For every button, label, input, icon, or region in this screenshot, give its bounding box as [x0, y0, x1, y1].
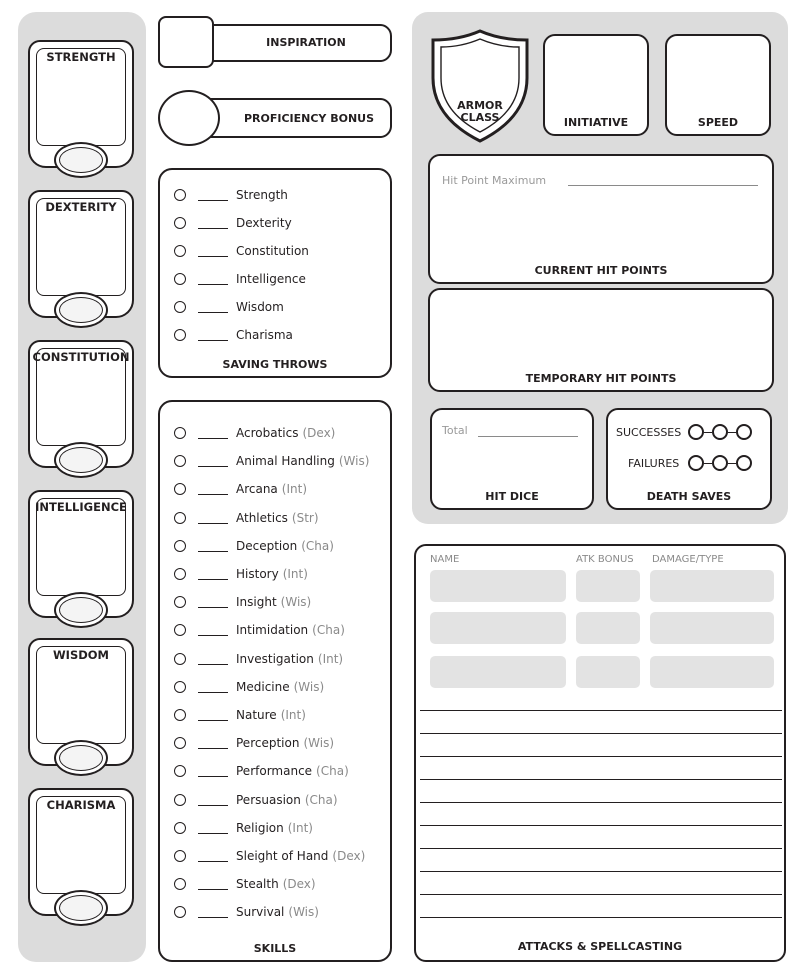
attack-bonus-cell[interactable]: [576, 612, 640, 644]
bonus-blank[interactable]: [198, 794, 228, 806]
saving-throw-row[interactable]: [174, 298, 284, 316]
skill-ability: (Cha): [304, 792, 338, 807]
skill-ability: (Dex): [332, 849, 366, 863]
bonus-blank[interactable]: [198, 512, 228, 524]
hit-dice-total-label: Total: [442, 424, 468, 437]
ability-modifier-oval[interactable]: [54, 740, 108, 776]
saving-throw-name: Strength: [236, 188, 288, 202]
skill-name: Investigation: [236, 651, 314, 666]
armor-class-label: ARMOR CLASS: [457, 99, 503, 124]
skills-box: [158, 400, 392, 962]
skill-name: Arcana: [236, 482, 278, 497]
note-line: [420, 733, 782, 734]
ability-label: INTELLIGENCE: [35, 500, 127, 514]
ability-label: CHARISMA: [46, 798, 116, 812]
proficiency-circle[interactable]: [174, 217, 186, 229]
saving-throw-row[interactable]: [174, 214, 292, 232]
bonus-blank[interactable]: [198, 906, 228, 918]
bonus-blank[interactable]: [198, 540, 228, 552]
save-connector: [704, 432, 712, 433]
skill-row[interactable]: [174, 650, 343, 668]
skill-ability: (Int): [280, 708, 306, 722]
proficiency-circle[interactable]: [174, 737, 186, 749]
skill-name: Nature: [236, 708, 277, 722]
skill-row[interactable]: [174, 791, 338, 809]
armor-class-shield-icon[interactable]: [428, 28, 532, 144]
skill-row[interactable]: [174, 706, 306, 724]
proficiency-circle[interactable]: [174, 794, 186, 806]
bonus-blank[interactable]: [198, 878, 228, 890]
skill-row[interactable]: [174, 537, 334, 555]
current-hp-label: CURRENT HIT POINTS: [534, 264, 668, 277]
proficiency-circle[interactable]: [174, 681, 186, 693]
proficiency-circle[interactable]: [174, 653, 186, 665]
skill-name: Animal Handling: [236, 454, 335, 469]
skill-row[interactable]: [174, 847, 365, 865]
skill-name: Stealth: [236, 877, 279, 892]
ability-label: WISDOM: [52, 648, 109, 662]
skill-row[interactable]: [174, 819, 313, 837]
inspiration-box[interactable]: [158, 16, 214, 68]
bonus-blank[interactable]: [198, 653, 228, 665]
success-check-2[interactable]: [712, 424, 728, 440]
proficiency-circle[interactable]: [174, 512, 186, 524]
skill-row[interactable]: [174, 903, 319, 921]
ability-intelligence[interactable]: [24, 488, 138, 630]
save-connector: [728, 432, 736, 433]
skill-ability: (Str): [291, 510, 319, 525]
save-connector: [704, 463, 712, 464]
skill-ability: (Wis): [288, 905, 319, 920]
proficiency-label: PROFICIENCY BONUS: [243, 112, 375, 125]
saving-throw-name: Wisdom: [236, 300, 284, 314]
skill-name: Intimidation: [236, 623, 309, 638]
skill-row[interactable]: [174, 593, 311, 611]
note-line: [420, 848, 782, 849]
proficiency-circle[interactable]: [174, 483, 186, 495]
bonus-blank[interactable]: [198, 596, 228, 608]
skill-name: Survival: [236, 905, 285, 920]
attack-name-cell[interactable]: [430, 570, 566, 602]
skill-name: History: [236, 567, 279, 581]
death-saves-label: DEATH SAVES: [646, 490, 732, 503]
initiative-box[interactable]: [543, 34, 649, 136]
bonus-blank[interactable]: [198, 709, 228, 721]
note-line: [420, 802, 782, 803]
proficiency-circle[interactable]: [174, 822, 186, 834]
skill-row[interactable]: [174, 621, 345, 639]
bonus-blank[interactable]: [198, 568, 228, 580]
saving-throw-row[interactable]: [174, 326, 293, 344]
speed-label: SPEED: [697, 116, 739, 129]
proficiency-circle[interactable]: [174, 906, 186, 918]
skill-row[interactable]: [174, 734, 334, 752]
current-hit-points-box[interactable]: [428, 154, 774, 284]
initiative-label: INITIATIVE: [563, 116, 629, 129]
attack-bonus-cell[interactable]: [576, 656, 640, 688]
bonus-blank[interactable]: [198, 765, 228, 777]
skill-row[interactable]: [174, 565, 308, 583]
skill-name: Insight: [236, 595, 277, 610]
hp-max-label: Hit Point Maximum: [442, 174, 547, 187]
bonus-blank[interactable]: [198, 427, 228, 439]
skill-ability: (Int): [282, 567, 308, 581]
attacks-spellcasting-box: [414, 544, 786, 962]
proficiency-circle[interactable]: [174, 709, 186, 721]
skill-row[interactable]: [174, 678, 324, 696]
proficiency-circle[interactable]: [174, 329, 186, 341]
note-line: [420, 756, 782, 757]
note-line: [420, 779, 782, 780]
proficiency-circle[interactable]: [174, 850, 186, 862]
success-check-1[interactable]: [688, 424, 704, 440]
attacks-title: ATTACKS & SPELLCASTING: [517, 940, 683, 953]
attack-damage-cell[interactable]: [650, 612, 774, 644]
skill-name: Persuasion: [236, 792, 301, 807]
skill-row[interactable]: [174, 452, 369, 470]
failure-check-2[interactable]: [712, 455, 728, 471]
ability-label: CONSTITUTION: [32, 350, 130, 364]
bonus-blank[interactable]: [198, 483, 228, 495]
skill-name: Athletics: [236, 510, 288, 525]
skill-row[interactable]: [174, 424, 335, 442]
skill-ability: (Int): [281, 482, 308, 497]
inspiration-field[interactable]: [158, 16, 394, 68]
saving-throw-row[interactable]: [174, 186, 288, 204]
ability-modifier-oval[interactable]: [54, 292, 108, 328]
skill-ability: (Wis): [338, 454, 370, 469]
bonus-blank[interactable]: [198, 273, 228, 285]
proficiency-circle[interactable]: [174, 540, 186, 552]
proficiency-circle[interactable]: [174, 189, 186, 201]
attack-bonus-cell[interactable]: [576, 570, 640, 602]
ability-modifier-oval[interactable]: [54, 442, 108, 478]
skill-name: Sleight of Hand: [236, 849, 329, 863]
attacks-col-atk: ATK BONUS: [576, 554, 634, 565]
saving-throw-name: Constitution: [236, 244, 309, 258]
success-check-3[interactable]: [736, 424, 752, 440]
ability-label: DEXTERITY: [45, 200, 117, 214]
hit-dice-box[interactable]: [430, 408, 594, 510]
saving-throw-name: Intelligence: [236, 272, 306, 286]
bonus-blank[interactable]: [198, 681, 228, 693]
temp-hp-label: TEMPORARY HIT POINTS: [525, 372, 677, 385]
proficiency-circle[interactable]: [174, 878, 186, 890]
saving-throw-name: Charisma: [236, 328, 293, 342]
ability-modifier-oval[interactable]: [54, 142, 108, 178]
skill-row[interactable]: [174, 762, 349, 780]
skill-row[interactable]: [174, 480, 307, 498]
skills-title: SKILLS: [253, 942, 297, 955]
hp-max-line[interactable]: [568, 185, 758, 186]
bonus-blank[interactable]: [198, 737, 228, 749]
note-line: [420, 825, 782, 826]
attacks-col-name: NAME: [430, 554, 460, 565]
attack-damage-cell[interactable]: [650, 570, 774, 602]
ability-wisdom[interactable]: [24, 636, 138, 778]
note-line: [420, 917, 782, 918]
proficiency-circle[interactable]: [174, 765, 186, 777]
skill-ability: (Wis): [303, 736, 335, 751]
save-connector: [728, 463, 736, 464]
skill-ability: (Dex): [302, 426, 336, 440]
skill-ability: (Int): [317, 651, 344, 666]
saving-throws-title: SAVING THROWS: [222, 358, 328, 371]
bonus-blank[interactable]: [198, 329, 228, 341]
proficiency-circle[interactable]: [174, 245, 186, 257]
skill-ability: (Wis): [293, 679, 325, 694]
proficiency-circle[interactable]: [174, 427, 186, 439]
bonus-blank[interactable]: [198, 624, 228, 636]
attacks-col-damage: DAMAGE/TYPE: [652, 554, 724, 565]
attack-name-cell[interactable]: [430, 612, 566, 644]
proficiency-circle[interactable]: [158, 90, 220, 146]
skill-ability: (Wis): [280, 595, 312, 610]
bonus-blank[interactable]: [198, 245, 228, 257]
ability-constitution[interactable]: [24, 338, 138, 480]
attack-damage-cell[interactable]: [650, 656, 774, 688]
failures-label: FAILURES: [628, 457, 680, 470]
bonus-blank[interactable]: [198, 822, 228, 834]
temporary-hit-points-box[interactable]: [428, 288, 774, 392]
death-saves-box: [606, 408, 772, 510]
ability-modifier-oval[interactable]: [54, 890, 108, 926]
skill-ability: (Cha): [301, 538, 334, 553]
ability-dexterity[interactable]: [24, 188, 138, 330]
hit-dice-total-line[interactable]: [478, 436, 578, 437]
bonus-blank[interactable]: [198, 189, 228, 201]
proficiency-circle[interactable]: [174, 624, 186, 636]
saving-throws-box: [158, 168, 392, 378]
saving-throw-name: Dexterity: [236, 216, 292, 230]
note-line: [420, 710, 782, 711]
skill-name: Acrobatics: [236, 426, 299, 440]
proficiency-circle[interactable]: [174, 273, 186, 285]
skill-row[interactable]: [174, 875, 316, 893]
bonus-blank[interactable]: [198, 301, 228, 313]
skill-row[interactable]: [174, 509, 319, 527]
ability-strength[interactable]: [24, 38, 138, 180]
proficiency-circle[interactable]: [174, 596, 186, 608]
skill-ability: (Cha): [316, 764, 349, 779]
proficiency-circle[interactable]: [174, 568, 186, 580]
ability-modifier-oval[interactable]: [54, 592, 108, 628]
skill-name: Performance: [236, 764, 313, 779]
proficiency-circle[interactable]: [174, 455, 186, 467]
ability-charisma[interactable]: [24, 786, 138, 928]
failure-check-1[interactable]: [688, 455, 704, 471]
skill-ability: (Dex): [282, 877, 316, 892]
saving-throw-row[interactable]: [174, 270, 306, 288]
skill-name: Religion: [236, 820, 284, 835]
skill-ability: (Int): [287, 820, 313, 835]
note-line: [420, 894, 782, 895]
saving-throw-row[interactable]: [174, 242, 309, 260]
bonus-blank[interactable]: [198, 455, 228, 467]
bonus-blank[interactable]: [198, 850, 228, 862]
failure-check-3[interactable]: [736, 455, 752, 471]
inspiration-label: INSPIRATION: [266, 36, 346, 49]
speed-box[interactable]: [665, 34, 771, 136]
bonus-blank[interactable]: [198, 217, 228, 229]
hit-dice-label: HIT DICE: [485, 490, 539, 503]
note-line: [420, 871, 782, 872]
attack-name-cell[interactable]: [430, 656, 566, 688]
proficiency-circle[interactable]: [174, 301, 186, 313]
successes-label: SUCCESSES: [616, 426, 682, 439]
skill-name: Perception: [236, 736, 300, 751]
proficiency-bonus-field[interactable]: [158, 90, 394, 146]
ability-label: STRENGTH: [46, 50, 116, 64]
skill-name: Deception: [236, 538, 298, 553]
skill-ability: (Cha): [312, 623, 345, 638]
skill-name: Medicine: [236, 679, 290, 694]
